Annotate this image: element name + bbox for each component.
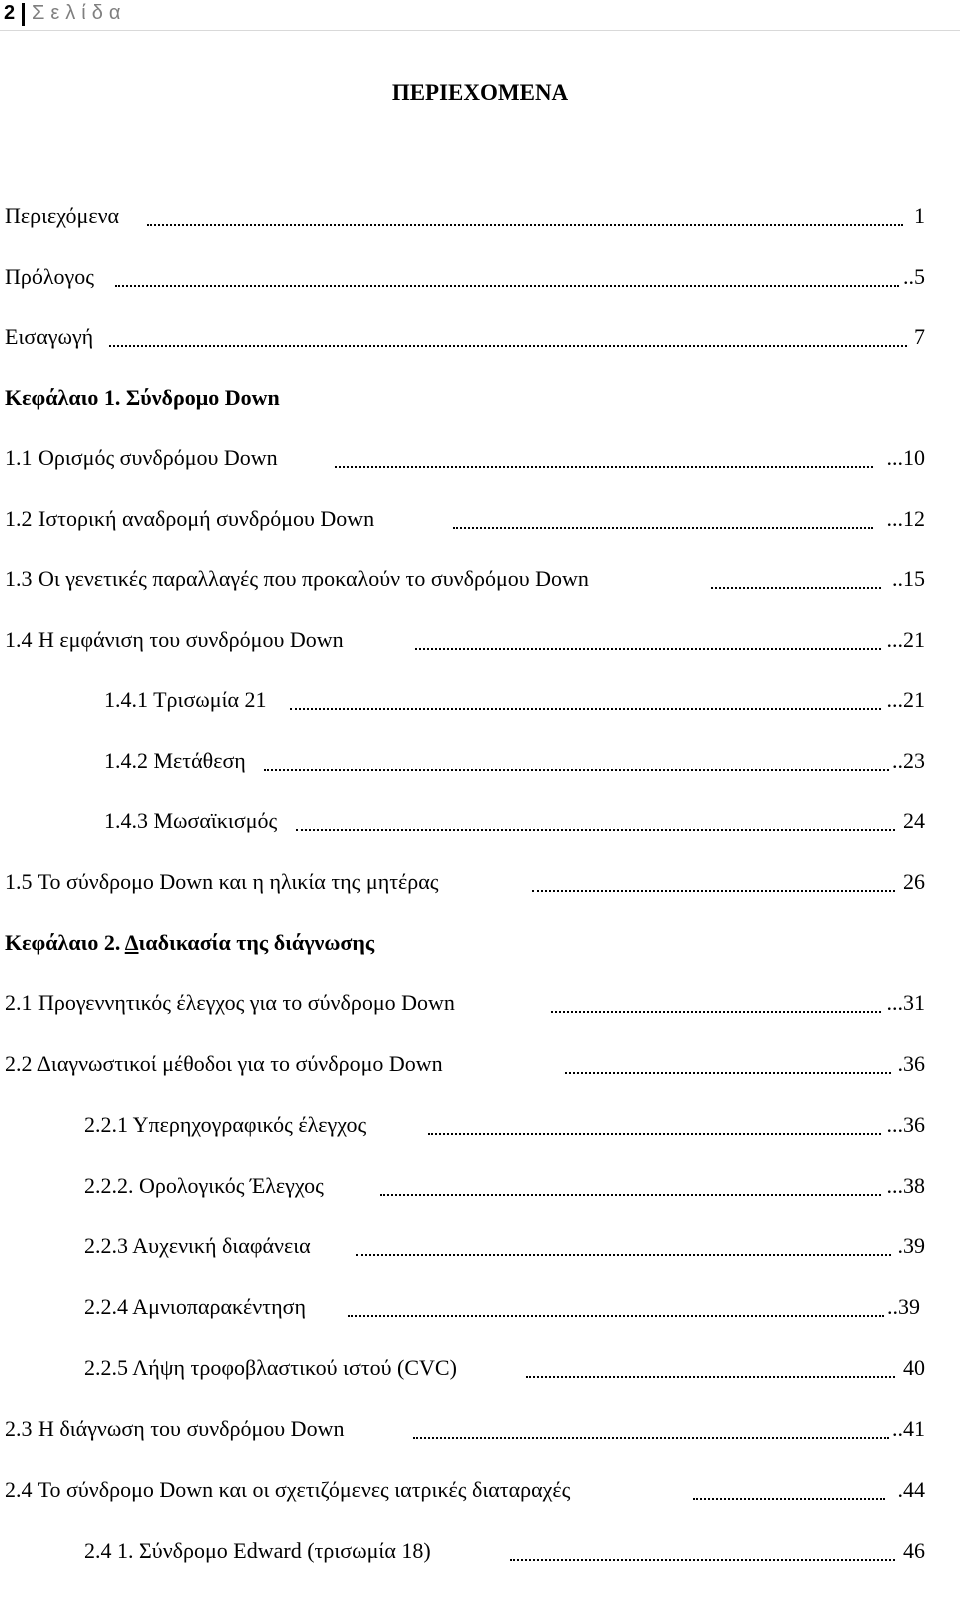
toc-entry[interactable] xyxy=(5,322,925,352)
chapter-heading[interactable] xyxy=(5,383,280,413)
toc-entry-page: ..41 xyxy=(892,1416,925,1441)
header-separator xyxy=(22,3,25,26)
toc-entry[interactable] xyxy=(5,867,925,897)
toc-title: ΠΕΡΙΕΧΟΜΕΝΑ xyxy=(391,80,569,105)
toc-entry-leader xyxy=(413,1437,889,1439)
toc-entry-label: 2.4 1. Σύνδρομο Edward (τρισωμία 18) xyxy=(84,1538,431,1563)
toc-entry[interactable] xyxy=(5,1414,925,1444)
toc-entry-leader xyxy=(693,1498,885,1500)
toc-entry-page: .36 xyxy=(897,1051,925,1076)
toc-entry-label: 1.4 Η εμφάνιση του συνδρόμου Down xyxy=(5,627,344,652)
toc-entry-leader xyxy=(290,708,881,710)
toc-entry[interactable] xyxy=(104,806,925,836)
toc-entry-label: Πρόλογος xyxy=(5,264,94,289)
toc-entry-leader xyxy=(711,587,881,589)
toc-entry-label: 2.2.3 Αυχενική διαφάνεια xyxy=(84,1233,311,1258)
chapter-heading-rest: ιαδικασία της διάγνωσης xyxy=(138,930,375,955)
toc-entry-leader xyxy=(356,1254,891,1256)
toc-entry-page: ..23 xyxy=(892,748,925,773)
toc-entry-page: ...21 xyxy=(886,687,925,712)
toc-entry[interactable] xyxy=(5,988,925,1018)
toc-entry-page: ...31 xyxy=(886,990,925,1015)
page-header xyxy=(0,0,960,31)
toc-entry-page: ...38 xyxy=(886,1173,925,1198)
page-number: 2 xyxy=(4,2,16,24)
toc-entry-leader xyxy=(296,829,895,831)
toc-entry-label: 1.4.1 Τρισωμία 21 xyxy=(104,687,267,712)
toc-entry-page: ...21 xyxy=(886,627,925,652)
toc-entry[interactable] xyxy=(104,685,925,715)
toc-entry[interactable] xyxy=(5,504,925,534)
toc-entry[interactable] xyxy=(5,625,925,655)
toc-entry[interactable] xyxy=(84,1536,925,1566)
toc-entry-page: 1 xyxy=(914,203,925,228)
toc-entry-leader xyxy=(453,527,873,529)
toc-entry-page: ...10 xyxy=(886,445,925,470)
toc-entry-page: .44 xyxy=(897,1477,925,1502)
chapter-heading[interactable] xyxy=(5,928,374,958)
toc-entry-leader xyxy=(526,1376,895,1378)
chapter-heading-text: Κεφάλαιο 1. Σύνδρομο Down xyxy=(5,385,280,410)
toc-entry-leader xyxy=(510,1559,895,1561)
toc-entry-leader xyxy=(428,1133,881,1135)
toc-entry[interactable] xyxy=(84,1171,925,1201)
toc-entry-label: 2.1 Προγεννητικός έλεγχος για το σύνδρομο Down xyxy=(5,990,455,1015)
chapter-heading-prefix: Κεφάλαιο 2. xyxy=(5,930,125,955)
toc-entry-leader xyxy=(565,1072,891,1074)
toc-entry-label: 2.2 Διαγνωστικοί μέθοδοι για το σύνδρομο Down xyxy=(5,1051,443,1076)
toc-entry-label: 2.2.2. Ορολογικός Έλεγχος xyxy=(84,1173,324,1198)
toc-entry[interactable] xyxy=(84,1110,925,1140)
toc-entry[interactable] xyxy=(5,262,925,292)
toc-entry-page: ..39 xyxy=(887,1294,920,1319)
toc-entry-label: 2.2.5 Λήψη τροφοβλαστικού ιστού (CVC) xyxy=(84,1355,457,1380)
toc-entry[interactable] xyxy=(84,1292,920,1322)
toc-entry-page: ..15 xyxy=(892,566,925,591)
toc-entry[interactable] xyxy=(84,1353,925,1383)
toc-entry-leader xyxy=(380,1194,881,1196)
toc-entry[interactable] xyxy=(5,1049,925,1079)
toc-entry-leader xyxy=(348,1315,884,1317)
toc-entry-page: 26 xyxy=(903,869,925,894)
toc-entry-leader xyxy=(335,466,873,468)
toc-entry-label: 1.3 Οι γενετικές παραλλαγές που προκαλούν το συνδρόμου Down xyxy=(5,566,589,591)
chapter-heading-initial: Δ xyxy=(124,930,139,955)
toc-entry-leader xyxy=(532,890,895,892)
page-word: Σελίδα xyxy=(32,2,127,24)
toc-entry[interactable] xyxy=(5,1475,925,1505)
toc-entry-label: 1.4.2 Μετάθεση xyxy=(104,748,246,773)
toc-entry-leader xyxy=(551,1011,881,1013)
toc-entry-page: ...12 xyxy=(886,506,925,531)
toc-entry[interactable] xyxy=(5,201,925,231)
toc-entry-page: 46 xyxy=(903,1538,925,1563)
toc-entry-page: ...36 xyxy=(886,1112,925,1137)
toc-entry[interactable] xyxy=(5,564,925,594)
toc-entry-label: 2.4 Το σύνδρομο Down και οι σχετιζόμενες ιατρικές διαταραχές xyxy=(5,1477,571,1502)
toc-entry[interactable] xyxy=(104,746,925,776)
toc-entry-page: .39 xyxy=(897,1233,925,1258)
toc-entry-label: 2.2.4 Αμνιοπαρακέντηση xyxy=(84,1294,306,1319)
toc-entry-page: 40 xyxy=(903,1355,925,1380)
toc-entry-label: 1.4.3 Μωσαϊκισμός xyxy=(104,808,278,833)
toc-entry-leader xyxy=(264,769,889,771)
toc-entry-label: 1.1 Ορισμός συνδρόμου Down xyxy=(5,445,278,470)
toc-entry-page: 7 xyxy=(914,324,925,349)
toc-entry-label: 2.3 Η διάγνωση του συνδρόμου Down xyxy=(5,1416,345,1441)
toc-entry-label: 1.2 Ιστορική αναδρομή συνδρόμου Down xyxy=(5,506,375,531)
toc-entry-label: Περιεχόμενα xyxy=(5,203,120,228)
toc-entry-label: 1.5 Το σύνδρομο Down και η ηλικία της μητέρας xyxy=(5,869,439,894)
toc-entry-leader xyxy=(415,648,881,650)
toc-entry-leader xyxy=(147,224,903,226)
toc-entry-label: Εισαγωγή xyxy=(5,324,94,349)
toc-entry[interactable] xyxy=(84,1231,925,1261)
toc-entry-page: 24 xyxy=(903,808,925,833)
toc-entry-page: ..5 xyxy=(903,264,925,289)
toc-entry-leader xyxy=(109,345,907,347)
toc-entry-label: 2.2.1 Υπερηχογραφικός έλεγχος xyxy=(84,1112,367,1137)
toc-entry[interactable] xyxy=(5,443,925,473)
toc-entry-leader xyxy=(115,285,899,287)
